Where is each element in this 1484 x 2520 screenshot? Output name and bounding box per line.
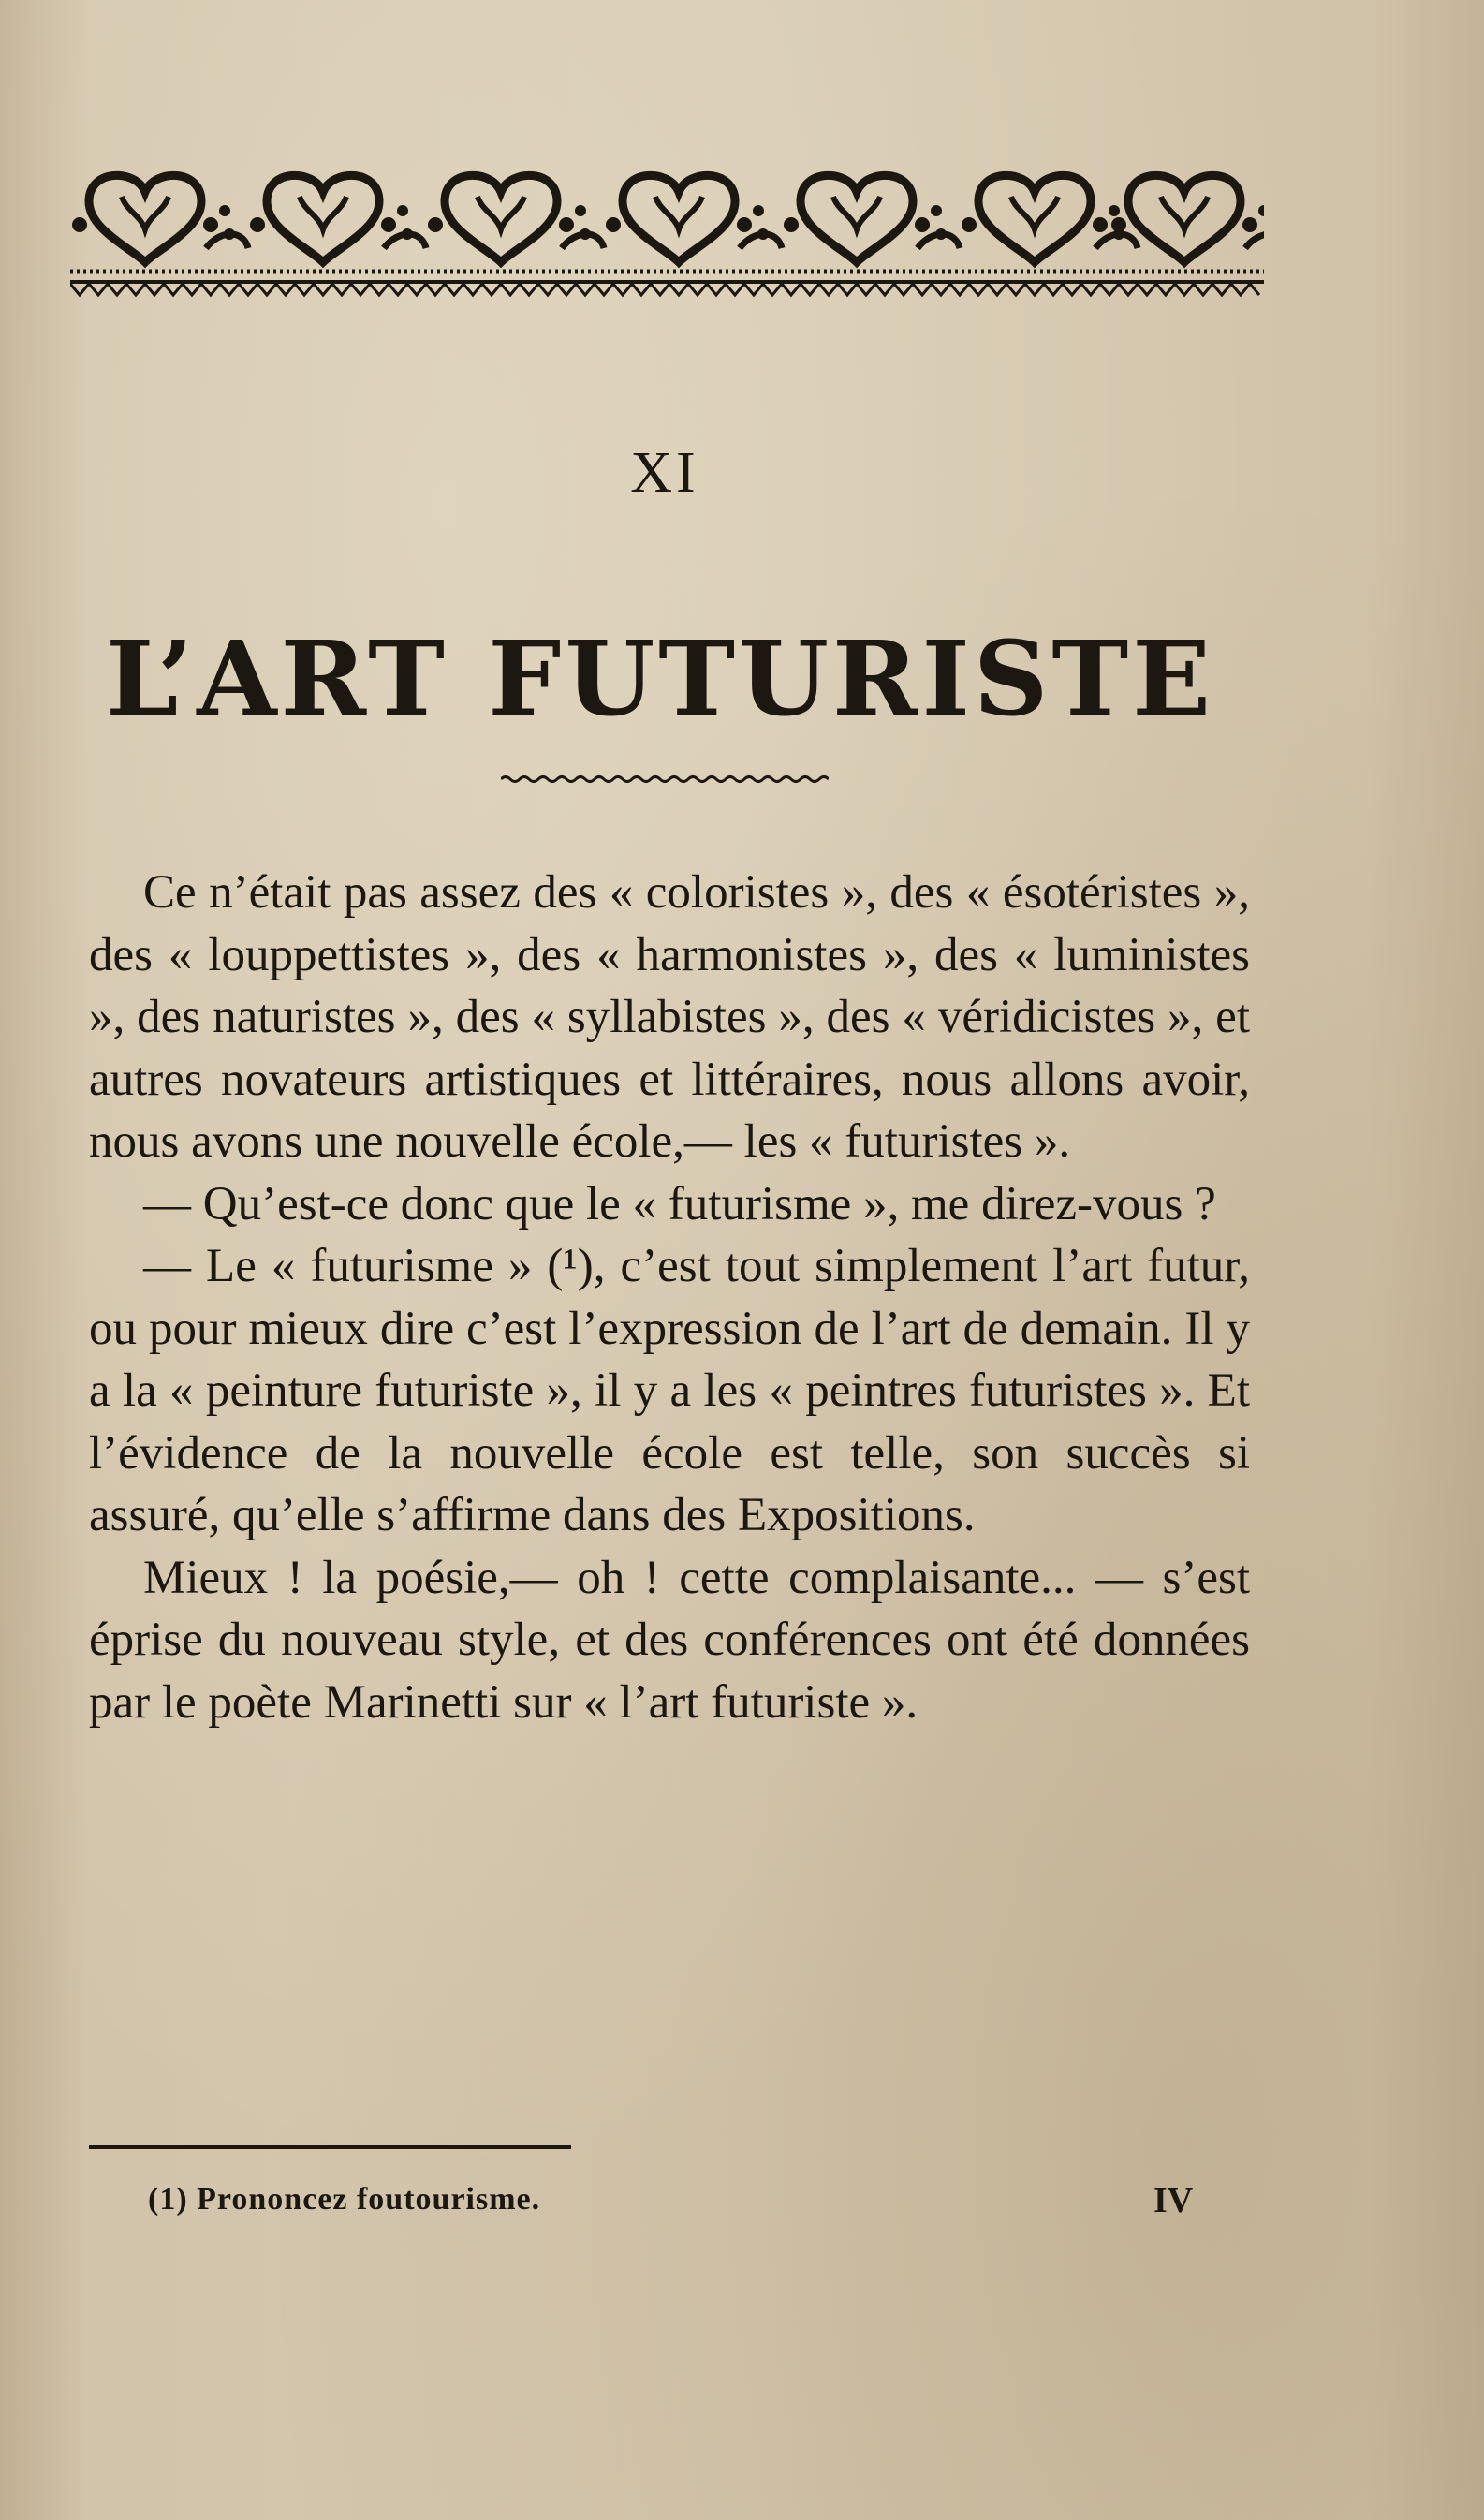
footnote: (1) Prononcez foutourisme. — [148, 2182, 541, 2217]
chapter-body — [89, 862, 1250, 1733]
paragraph-4: Mieux ! la poésie,— oh ! cette complaisante... — s’est éprise du nouveau style, et des conférences ont été données par le poète Marinetti sur « l’art futuriste ». — [89, 1551, 1250, 1729]
ornamental-header-band-icon — [70, 159, 1264, 300]
paragraph-1: Ce n’était pas assez des « coloristes », des « ésotéristes », des « louppettistes », des « harmonistes », des « luministes », des naturistes », des « syllabistes », des « véridicistes », et autres novateurs artistiques et littéraires, nous allons avoir, nous avons une nouvelle école,— les « futuristes ». — [89, 866, 1250, 1168]
signature-mark: IV — [1153, 2181, 1194, 2220]
footnote-divider — [89, 2145, 571, 2149]
chapter-number: XI — [630, 441, 699, 505]
chapter-title: L’ART FUTURISTE — [105, 618, 1215, 739]
paragraph-2: — Qu’est-ce donc que le « futurisme », me direz-vous ? — [143, 1177, 1216, 1231]
paragraph-3: — Le « futurisme » (¹), c’est tout simplement l’art futur, ou pour mieux dire c’est l’expression de l’art de demain. Il y a la « peinture futuriste », il y a les « peintres futuristes ». Et l’évidence de la nouvelle école est telle, son succès si assuré, qu’elle s’affirme dans des Expositions. — [89, 1240, 1250, 1541]
wavy-divider-icon — [501, 773, 829, 786]
